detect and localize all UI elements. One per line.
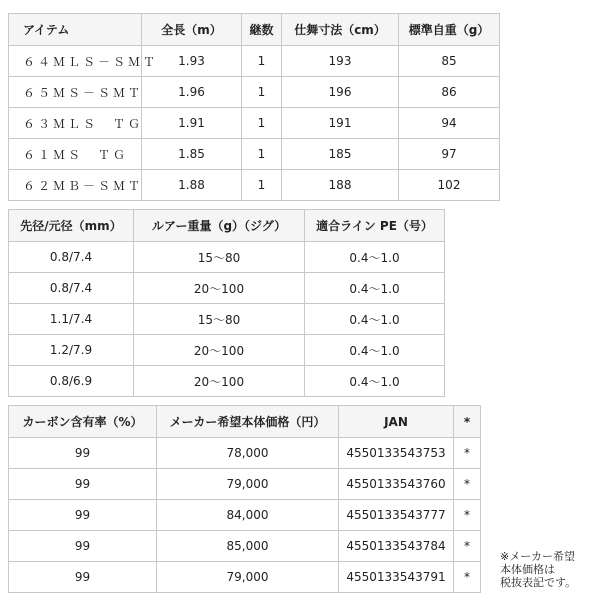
table-row: [9, 304, 445, 335]
line-pe: 0.4～1.0: [305, 366, 445, 397]
closed-length: 191: [282, 108, 399, 139]
spec-table-diameter-lure: [8, 209, 445, 397]
table-row: [9, 170, 500, 201]
lure-weight: 20～100: [134, 366, 305, 397]
header-lure-weight: ルアー重量（g）（ジグ）: [134, 210, 305, 242]
carbon-content: 99: [9, 469, 157, 500]
jan-code: 4550133543784: [339, 531, 454, 562]
total-length: 1.91: [142, 108, 242, 139]
item-name: ６５ＭＳ－ＳＭＴ: [9, 77, 142, 108]
spec-table-price-jan: [8, 405, 481, 593]
price: 78,000: [157, 438, 339, 469]
lure-weight: 20～100: [134, 273, 305, 304]
tip-butt-diameter: 0.8/7.4: [9, 242, 134, 273]
header-closed-length: 仕舞寸法（cm）: [282, 14, 399, 46]
line-pe: 0.4～1.0: [305, 242, 445, 273]
table-row: [9, 139, 500, 170]
carbon-content: 99: [9, 438, 157, 469]
lure-weight: 15～80: [134, 304, 305, 335]
table-row: [9, 366, 445, 397]
table-header-row: [9, 406, 481, 438]
total-length: 1.85: [142, 139, 242, 170]
lure-weight: 15～80: [134, 242, 305, 273]
header-line-pe: 適合ライン PE（号）: [305, 210, 445, 242]
header-carbon-content: カーボン含有率（%）: [9, 406, 157, 438]
asterisk-mark: *: [454, 562, 481, 593]
pieces: 1: [242, 108, 282, 139]
table-row: [9, 531, 481, 562]
pieces: 1: [242, 170, 282, 201]
closed-length: 193: [282, 46, 399, 77]
header-total-length: 全長（m）: [142, 14, 242, 46]
tip-butt-diameter: 0.8/7.4: [9, 273, 134, 304]
table-row: [9, 273, 445, 304]
jan-code: 4550133543760: [339, 469, 454, 500]
spec-table-item-length: [8, 13, 500, 201]
table-header-row: [9, 14, 500, 46]
carbon-content: 99: [9, 500, 157, 531]
total-length: 1.93: [142, 46, 242, 77]
header-jan: JAN: [339, 406, 454, 438]
price: 79,000: [157, 562, 339, 593]
table-row: [9, 108, 500, 139]
lure-weight: 20～100: [134, 335, 305, 366]
asterisk-mark: *: [454, 438, 481, 469]
table-row: [9, 77, 500, 108]
table-row: [9, 335, 445, 366]
table-row: [9, 46, 500, 77]
pieces: 1: [242, 139, 282, 170]
tip-butt-diameter: 0.8/6.9: [9, 366, 134, 397]
tax-note-line: 本体価格は: [500, 563, 555, 576]
pieces: 1: [242, 46, 282, 77]
table-row: [9, 469, 481, 500]
table-row: [9, 438, 481, 469]
table-row: [9, 562, 481, 593]
tip-butt-diameter: 1.2/7.9: [9, 335, 134, 366]
header-price: メーカー希望本体価格（円）: [157, 406, 339, 438]
price: 84,000: [157, 500, 339, 531]
weight: 86: [399, 77, 500, 108]
weight: 85: [399, 46, 500, 77]
jan-code: 4550133543753: [339, 438, 454, 469]
asterisk-mark: *: [454, 469, 481, 500]
jan-code: 4550133543777: [339, 500, 454, 531]
header-item: アイテム: [9, 14, 142, 46]
table-header-row: [9, 210, 445, 242]
total-length: 1.88: [142, 170, 242, 201]
item-name: ６４ＭＬＳ－ＳＭＴ: [9, 46, 142, 77]
pieces: 1: [242, 77, 282, 108]
closed-length: 188: [282, 170, 399, 201]
line-pe: 0.4～1.0: [305, 335, 445, 366]
header-tip-butt-diameter: 先径/元径（mm）: [9, 210, 134, 242]
price: 85,000: [157, 531, 339, 562]
tax-note-line: 税抜表記です。: [500, 576, 577, 589]
item-name: ６２ＭＢ－ＳＭＴ: [9, 170, 142, 201]
line-pe: 0.4～1.0: [305, 273, 445, 304]
weight: 97: [399, 139, 500, 170]
header-weight: 標準自重（g）: [399, 14, 500, 46]
carbon-content: 99: [9, 562, 157, 593]
table-row: [9, 242, 445, 273]
tax-note: [500, 550, 600, 589]
header-asterisk: *: [454, 406, 481, 438]
item-name: ６３ＭＬＳ ＴＧ: [9, 108, 142, 139]
asterisk-mark: *: [454, 500, 481, 531]
carbon-content: 99: [9, 531, 157, 562]
line-pe: 0.4～1.0: [305, 304, 445, 335]
tip-butt-diameter: 1.1/7.4: [9, 304, 134, 335]
item-name: ６１ＭＳ ＴＧ: [9, 139, 142, 170]
price: 79,000: [157, 469, 339, 500]
total-length: 1.96: [142, 77, 242, 108]
weight: 102: [399, 170, 500, 201]
table-row: [9, 500, 481, 531]
closed-length: 196: [282, 77, 399, 108]
jan-code: 4550133543791: [339, 562, 454, 593]
asterisk-mark: *: [454, 531, 481, 562]
tax-note-line: ※メーカー希望: [500, 550, 575, 563]
closed-length: 185: [282, 139, 399, 170]
header-pieces: 継数: [242, 14, 282, 46]
weight: 94: [399, 108, 500, 139]
